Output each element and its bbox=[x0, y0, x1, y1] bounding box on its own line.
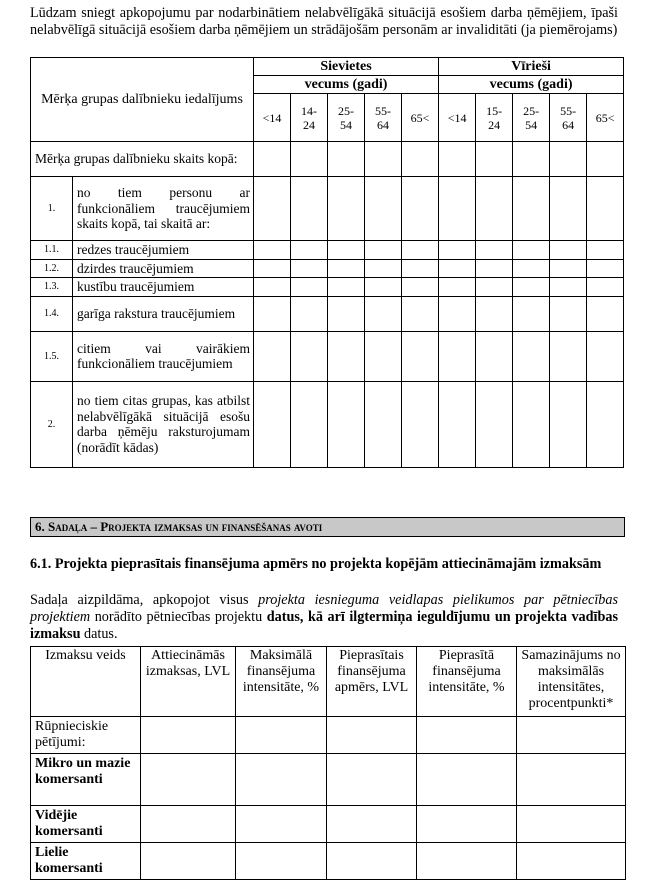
data-cell[interactable] bbox=[365, 142, 402, 177]
data-cell[interactable] bbox=[513, 177, 550, 241]
column-header: Pieprasītā finansējuma intensitāte, % bbox=[417, 647, 517, 717]
cost-type-label: Vidējie komersanti bbox=[31, 806, 141, 843]
header-male: Vīrieši bbox=[439, 58, 624, 76]
row-label: dzirdes traucējumiem bbox=[73, 259, 254, 278]
header-female: Sievietes bbox=[254, 58, 439, 76]
data-cell[interactable] bbox=[513, 142, 550, 177]
cost-type-label: Rūpnieciskie pētījumi: bbox=[31, 717, 141, 754]
section-6-header bbox=[30, 517, 625, 537]
data-cell[interactable] bbox=[587, 296, 624, 331]
data-cell[interactable] bbox=[550, 296, 587, 331]
table-row bbox=[31, 717, 626, 754]
table-row bbox=[31, 259, 624, 278]
data-cell[interactable] bbox=[517, 717, 626, 754]
data-cell[interactable] bbox=[141, 843, 236, 880]
data-cell[interactable] bbox=[439, 142, 476, 177]
data-cell[interactable] bbox=[402, 177, 439, 241]
cost-type-label: Lielie komersanti bbox=[31, 843, 141, 880]
data-cell[interactable] bbox=[291, 296, 328, 331]
data-cell[interactable] bbox=[365, 331, 402, 381]
data-cell[interactable] bbox=[365, 278, 402, 297]
age-col-female: <14 bbox=[254, 94, 291, 142]
data-cell[interactable] bbox=[254, 278, 291, 297]
data-cell[interactable] bbox=[513, 241, 550, 260]
data-cell[interactable] bbox=[328, 278, 365, 297]
data-cell[interactable] bbox=[439, 278, 476, 297]
data-cell[interactable] bbox=[476, 142, 513, 177]
data-cell[interactable] bbox=[291, 241, 328, 260]
data-cell[interactable] bbox=[254, 259, 291, 278]
column-header: Attiecināmās izmaksas, LVL bbox=[141, 647, 236, 717]
table-row bbox=[31, 806, 626, 843]
row-number: 1.4. bbox=[31, 296, 73, 331]
data-cell[interactable] bbox=[254, 331, 291, 381]
cost-type-label: Mikro un mazie komersanti bbox=[31, 754, 141, 806]
table-row bbox=[31, 331, 624, 381]
data-cell[interactable] bbox=[476, 177, 513, 241]
data-cell[interactable] bbox=[550, 259, 587, 278]
data-cell[interactable] bbox=[476, 381, 513, 467]
data-cell[interactable] bbox=[402, 259, 439, 278]
data-cell[interactable] bbox=[328, 259, 365, 278]
data-cell[interactable] bbox=[254, 142, 291, 177]
data-cell[interactable] bbox=[328, 177, 365, 241]
age-col-female: 65< bbox=[402, 94, 439, 142]
data-cell[interactable] bbox=[550, 177, 587, 241]
data-cell[interactable] bbox=[291, 177, 328, 241]
row-label: kustību traucējumiem bbox=[73, 278, 254, 297]
table-row bbox=[31, 381, 624, 467]
data-cell[interactable] bbox=[587, 331, 624, 381]
data-cell[interactable] bbox=[365, 381, 402, 467]
table-row bbox=[31, 296, 624, 331]
data-cell[interactable] bbox=[517, 843, 626, 880]
target-group-table bbox=[30, 57, 624, 468]
data-cell[interactable] bbox=[328, 296, 365, 331]
age-col-male: 15- 24 bbox=[476, 94, 513, 142]
data-cell[interactable] bbox=[550, 278, 587, 297]
data-cell[interactable] bbox=[439, 296, 476, 331]
data-cell[interactable] bbox=[402, 278, 439, 297]
data-cell[interactable] bbox=[417, 806, 517, 843]
data-cell[interactable] bbox=[550, 331, 587, 381]
data-cell[interactable] bbox=[550, 241, 587, 260]
data-cell[interactable] bbox=[236, 843, 327, 880]
data-cell[interactable] bbox=[327, 754, 417, 806]
row-number: 1.1. bbox=[31, 241, 73, 260]
table-row bbox=[31, 754, 626, 806]
data-cell[interactable] bbox=[439, 177, 476, 241]
data-cell[interactable] bbox=[439, 241, 476, 260]
data-cell[interactable] bbox=[476, 296, 513, 331]
row-label: garīga rakstura traucējumiem bbox=[73, 296, 254, 331]
data-cell[interactable] bbox=[291, 381, 328, 467]
data-cell[interactable] bbox=[327, 806, 417, 843]
data-cell[interactable] bbox=[513, 259, 550, 278]
data-cell[interactable] bbox=[476, 259, 513, 278]
column-header: Izmaksu veids bbox=[31, 647, 141, 717]
data-cell[interactable] bbox=[439, 259, 476, 278]
subsection-6-1-heading: 6.1. Projekta pieprasītais finansējuma apmērs no projekta kopējām attiecināmajām izmaksām bbox=[30, 556, 602, 572]
column-header: Samazinājums no maksimālās intensitātes, procentpunkti* bbox=[517, 647, 626, 717]
data-cell[interactable] bbox=[328, 331, 365, 381]
data-cell[interactable] bbox=[402, 331, 439, 381]
data-cell[interactable] bbox=[291, 278, 328, 297]
row-label: citiem vai vairākiem funkcionāliem traucējumiem bbox=[73, 331, 254, 381]
data-cell[interactable] bbox=[417, 717, 517, 754]
data-cell[interactable] bbox=[254, 177, 291, 241]
data-cell[interactable] bbox=[254, 381, 291, 467]
header-main: Mērķa grupas dalībnieku iedalījums bbox=[31, 58, 254, 142]
column-header: Maksimālā finansējuma intensitāte, % bbox=[236, 647, 327, 717]
data-cell[interactable] bbox=[402, 381, 439, 467]
data-cell[interactable] bbox=[439, 381, 476, 467]
age-col-male: <14 bbox=[439, 94, 476, 142]
data-cell[interactable] bbox=[517, 806, 626, 843]
data-cell[interactable] bbox=[402, 296, 439, 331]
age-col-female: 25- 54 bbox=[328, 94, 365, 142]
data-cell[interactable] bbox=[402, 142, 439, 177]
table-row bbox=[31, 278, 624, 297]
section-title: Sadaļa – Projekta izmaksas un finansēšanas avoti bbox=[48, 519, 323, 534]
data-cell[interactable] bbox=[236, 806, 327, 843]
data-cell[interactable] bbox=[587, 241, 624, 260]
data-cell[interactable] bbox=[417, 843, 517, 880]
data-cell[interactable] bbox=[476, 278, 513, 297]
data-cell[interactable] bbox=[550, 381, 587, 467]
data-cell[interactable] bbox=[587, 381, 624, 467]
age-col-male: 65< bbox=[587, 94, 624, 142]
total-label: Mērķa grupas dalībnieku skaits kopā: bbox=[31, 142, 254, 177]
data-cell[interactable] bbox=[587, 177, 624, 241]
table-row bbox=[31, 177, 624, 241]
data-cell[interactable] bbox=[236, 717, 327, 754]
data-cell[interactable] bbox=[439, 331, 476, 381]
data-cell[interactable] bbox=[291, 259, 328, 278]
data-cell[interactable] bbox=[476, 331, 513, 381]
data-cell[interactable] bbox=[476, 241, 513, 260]
data-cell[interactable] bbox=[254, 241, 291, 260]
data-cell[interactable] bbox=[365, 259, 402, 278]
data-cell[interactable] bbox=[141, 754, 236, 806]
age-col-female: 55- 64 bbox=[365, 94, 402, 142]
data-cell[interactable] bbox=[365, 241, 402, 260]
funding-table bbox=[30, 646, 626, 880]
row-number: 1.3. bbox=[31, 278, 73, 297]
table-row bbox=[31, 843, 626, 880]
data-cell[interactable] bbox=[328, 381, 365, 467]
data-cell[interactable] bbox=[254, 296, 291, 331]
data-cell[interactable] bbox=[417, 754, 517, 806]
data-cell[interactable] bbox=[587, 142, 624, 177]
row-number: 1. bbox=[31, 177, 73, 241]
row-number: 2. bbox=[31, 381, 73, 467]
data-cell[interactable] bbox=[328, 241, 365, 260]
age-col-female: 14- 24 bbox=[291, 94, 328, 142]
row-label: redzes traucējumiem bbox=[73, 241, 254, 260]
subsection-6-1-text: Sadaļa aizpildāma, apkopojot visus projekta iesnieguma veidlapas pielikumos par pētniecības projektiem norādīto pētniecības projektu datus, kā arī ilgtermiņa ieguldījumu un projekta vadības izmaksu datus. bbox=[30, 592, 618, 642]
section-number: 6. bbox=[35, 519, 45, 534]
row-label: no tiem citas grupas, kas atbilst nelabvēlīgākā situācijā esošu darba ņēmēju raksturojumam (norādīt kādas) bbox=[73, 381, 254, 467]
data-cell[interactable] bbox=[587, 259, 624, 278]
data-cell[interactable] bbox=[291, 142, 328, 177]
data-cell[interactable] bbox=[587, 278, 624, 297]
row-number: 1.2. bbox=[31, 259, 73, 278]
data-cell[interactable] bbox=[365, 296, 402, 331]
data-cell[interactable] bbox=[236, 754, 327, 806]
data-cell[interactable] bbox=[513, 296, 550, 331]
data-cell[interactable] bbox=[513, 331, 550, 381]
data-cell[interactable] bbox=[513, 381, 550, 467]
data-cell[interactable] bbox=[141, 806, 236, 843]
header-age-female: vecums (gadi) bbox=[254, 76, 439, 94]
data-cell[interactable] bbox=[365, 177, 402, 241]
column-header: Pieprasītais finansējuma apmērs, LVL bbox=[327, 647, 417, 717]
data-cell[interactable] bbox=[550, 142, 587, 177]
data-cell[interactable] bbox=[327, 717, 417, 754]
data-cell[interactable] bbox=[517, 754, 626, 806]
row-label: no tiem personu ar funkcionāliem traucējumiem skaits kopā, tai skaitā ar: bbox=[73, 177, 254, 241]
data-cell[interactable] bbox=[327, 843, 417, 880]
row-number: 1.5. bbox=[31, 331, 73, 381]
intro-text: Lūdzam sniegt apkopojumu par nodarbinātiem nelabvēlīgākā situācijā esošiem darba ņēmējiem, īpaši nelabvēlīgā situācijā esošiem darba ņēmējiem un strādājošām personām ar invaliditāti (ja piemērojams) bbox=[30, 5, 618, 38]
data-cell[interactable] bbox=[141, 717, 236, 754]
age-col-male: 25- 54 bbox=[513, 94, 550, 142]
data-cell[interactable] bbox=[402, 241, 439, 260]
data-cell[interactable] bbox=[291, 331, 328, 381]
data-cell[interactable] bbox=[328, 142, 365, 177]
header-age-male: vecums (gadi) bbox=[439, 76, 624, 94]
age-col-male: 55- 64 bbox=[550, 94, 587, 142]
table-row bbox=[31, 241, 624, 260]
data-cell[interactable] bbox=[513, 278, 550, 297]
